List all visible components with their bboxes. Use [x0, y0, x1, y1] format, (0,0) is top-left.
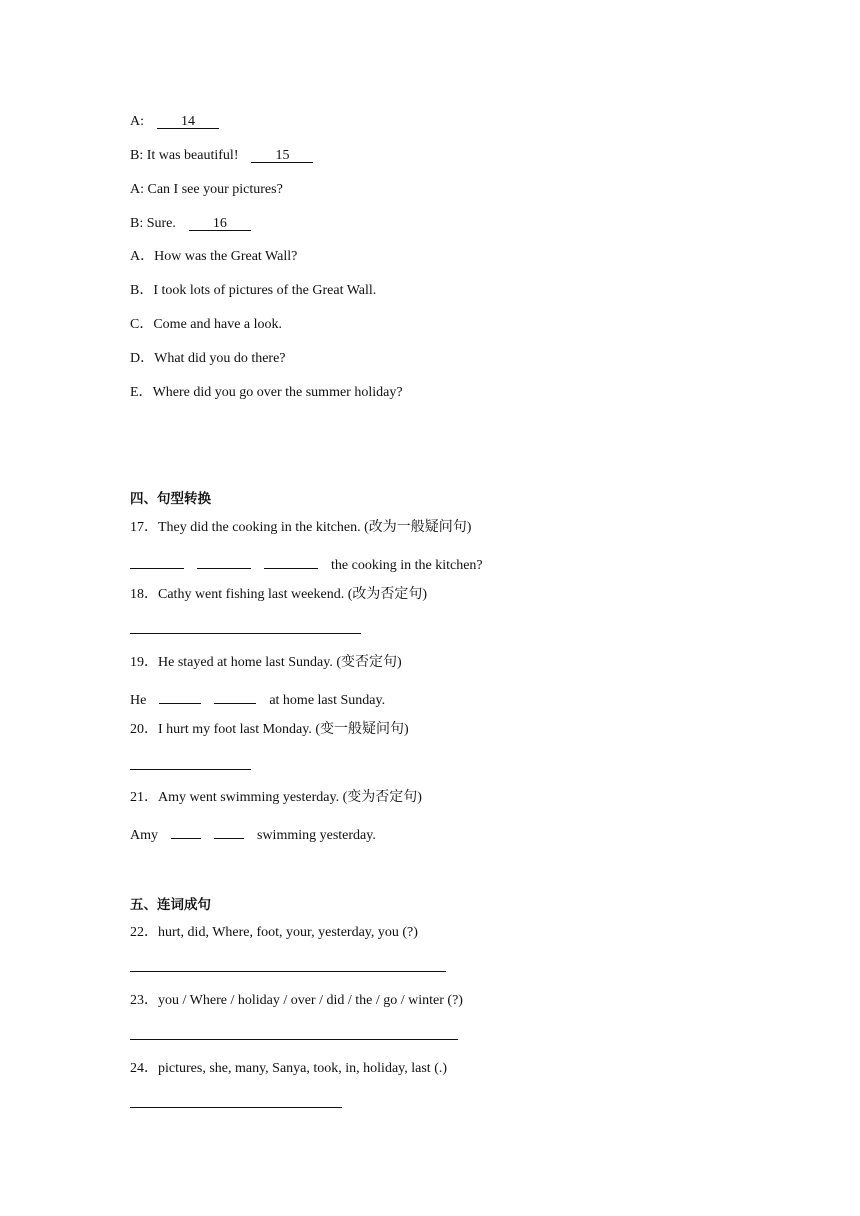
answer-line-21: [130, 823, 376, 845]
question-number: 21．: [130, 790, 158, 805]
question-17: [130, 519, 471, 537]
answer-line-17: [130, 553, 483, 575]
dialogue-line-14: [130, 113, 219, 131]
answer-blank[interactable]: [197, 553, 251, 569]
speaker-label: B:: [130, 148, 144, 163]
question-number: 20．: [130, 722, 158, 737]
question-24: [130, 1060, 447, 1078]
option-letter: C．: [130, 317, 154, 332]
answer-line-24[interactable]: [130, 1107, 342, 1108]
question-number: 19．: [130, 655, 158, 670]
dialogue-text: Sure.: [146, 216, 176, 231]
option-c: [130, 316, 282, 334]
answer-blank[interactable]: [264, 553, 318, 569]
answer-tail-text: swimming yesterday.: [257, 828, 376, 843]
dialogue-text: It was beautiful!: [146, 148, 239, 163]
answer-blank[interactable]: [159, 688, 201, 704]
answer-blank[interactable]: [214, 823, 244, 839]
dialogue-line: [130, 181, 283, 199]
answer-head-text: Amy: [130, 828, 158, 843]
question-text: They did the cooking in the kitchen. (改为一般疑问句): [158, 520, 472, 535]
question-18: [130, 586, 427, 604]
question-23: [130, 992, 463, 1010]
question-number: 18．: [130, 587, 158, 602]
dialogue-text: Can I see your pictures?: [147, 182, 283, 197]
question-text: you / Where / holiday / over / did / the / go / winter (?): [158, 993, 463, 1008]
answer-blank-14[interactable]: 14: [157, 113, 219, 129]
question-text: pictures, she, many, Sanya, took, in, holiday, last (.): [158, 1061, 448, 1076]
dialogue-line-16: [130, 215, 251, 233]
option-text: Where did you go over the summer holiday?: [152, 385, 403, 400]
question-number: 17．: [130, 520, 158, 535]
answer-head-text: He: [130, 693, 147, 708]
option-e: [130, 384, 403, 402]
question-19: [130, 654, 402, 672]
option-d: [130, 350, 286, 368]
answer-line-18[interactable]: [130, 633, 361, 634]
answer-line-19: [130, 688, 385, 710]
option-text: I took lots of pictures of the Great Wall.: [153, 283, 377, 298]
dialogue-line-15: [130, 147, 313, 165]
question-text: I hurt my foot last Monday. (变一般疑问句): [158, 722, 409, 737]
speaker-label: A:: [130, 182, 144, 197]
answer-line-20[interactable]: [130, 769, 251, 770]
answer-blank[interactable]: [130, 553, 184, 569]
speaker-label: A:: [130, 114, 144, 129]
answer-tail-text: at home last Sunday.: [269, 693, 386, 708]
section-heading-5: 五、连词成句: [130, 897, 211, 913]
question-text: Amy went swimming yesterday. (变为否定句): [158, 790, 422, 805]
question-20: [130, 721, 409, 739]
option-text: Come and have a look.: [153, 317, 283, 332]
answer-blank-15[interactable]: 15: [251, 147, 313, 163]
section-heading-4: 四、句型转换: [130, 491, 211, 507]
option-a: [130, 248, 297, 266]
question-text: Cathy went fishing last weekend. (改为否定句): [158, 587, 428, 602]
option-text: How was the Great Wall?: [154, 249, 298, 264]
question-22: [130, 924, 418, 942]
question-text: hurt, did, Where, foot, your, yesterday, you (?): [158, 925, 418, 940]
question-text: He stayed at home last Sunday. (变否定句): [158, 655, 402, 670]
answer-line-23[interactable]: [130, 1039, 458, 1040]
question-number: 24．: [130, 1061, 158, 1076]
option-letter: B．: [130, 283, 154, 298]
option-b: [130, 282, 376, 300]
answer-blank[interactable]: [171, 823, 201, 839]
speaker-label: B:: [130, 216, 144, 231]
question-number: 22．: [130, 925, 158, 940]
question-number: 23．: [130, 993, 158, 1008]
answer-blank[interactable]: [214, 688, 256, 704]
question-21: [130, 789, 422, 807]
option-text: What did you do there?: [154, 351, 286, 366]
option-letter: E．: [130, 385, 153, 400]
answer-line-22[interactable]: [130, 971, 446, 972]
answer-blank-16[interactable]: 16: [189, 215, 251, 231]
answer-tail-text: the cooking in the kitchen?: [331, 558, 483, 573]
option-letter: D．: [130, 351, 155, 366]
option-letter: A．: [130, 249, 155, 264]
